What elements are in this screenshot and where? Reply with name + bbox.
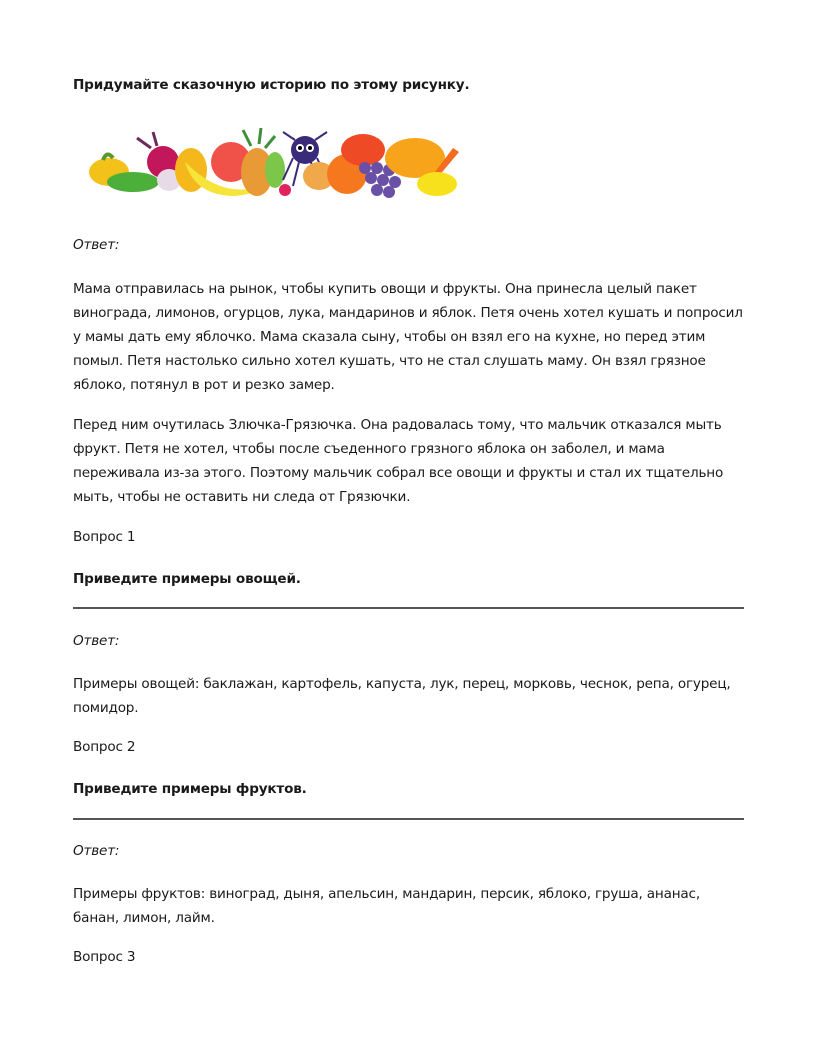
question-3-label: Вопрос 3	[73, 949, 136, 965]
story-paragraph-1: Мама отправилась на рынок, чтобы купить овощи и фрукты. Она принесла целый пакет винограда, лимонов, огурцов, лука, мандаринов и яблок. Петя очень хотел кушать и попросил у мамы дать ему яблочко. Мама сказала сыну, чтобы он взял его на кухне, но перед этим помыл. Петя настолько сильно хотел кушать, что не стал слушать маму. Он взял грязное яблоко, потянул в рот и резко замер.	[73, 281, 743, 393]
task-heading: Придумайте сказочную историю по этому рисунку.	[73, 77, 470, 93]
fruits-vegetables-illustration	[81, 128, 459, 198]
question-2-answer-label: Ответ:	[73, 843, 120, 859]
question-1-answer-label: Ответ:	[73, 633, 120, 649]
question-1-label: Вопрос 1	[73, 529, 136, 545]
question-2-divider	[73, 818, 744, 820]
task-answer-label: Ответ:	[73, 237, 120, 253]
question-1-prompt: Приведите примеры овощей.	[73, 571, 301, 587]
question-2-answer: Примеры фруктов: виноград, дыня, апельсин, мандарин, персик, яблоко, груша, ананас, банан, лимон, лайм.	[73, 886, 700, 926]
story-paragraph-2: Перед ним очутилась Злючка-Грязючка. Она радовалась тому, что мальчик отказался мыть фрукт. Петя не хотел, чтобы после съеденного грязного яблока он заболел, и мама переживала из-за этого. Поэтому мальчик собрал все овощи и фрукты и стал их тщательно мыть, чтобы не оставить ни следа от Грязючки.	[73, 417, 724, 505]
question-2-prompt: Приведите примеры фруктов.	[73, 781, 307, 797]
question-2-label: Вопрос 2	[73, 739, 136, 755]
question-1-divider	[73, 607, 744, 609]
question-1-answer: Примеры овощей: баклажан, картофель, капуста, лук, перец, морковь, чеснок, репа, огурец, помидор.	[73, 676, 731, 716]
